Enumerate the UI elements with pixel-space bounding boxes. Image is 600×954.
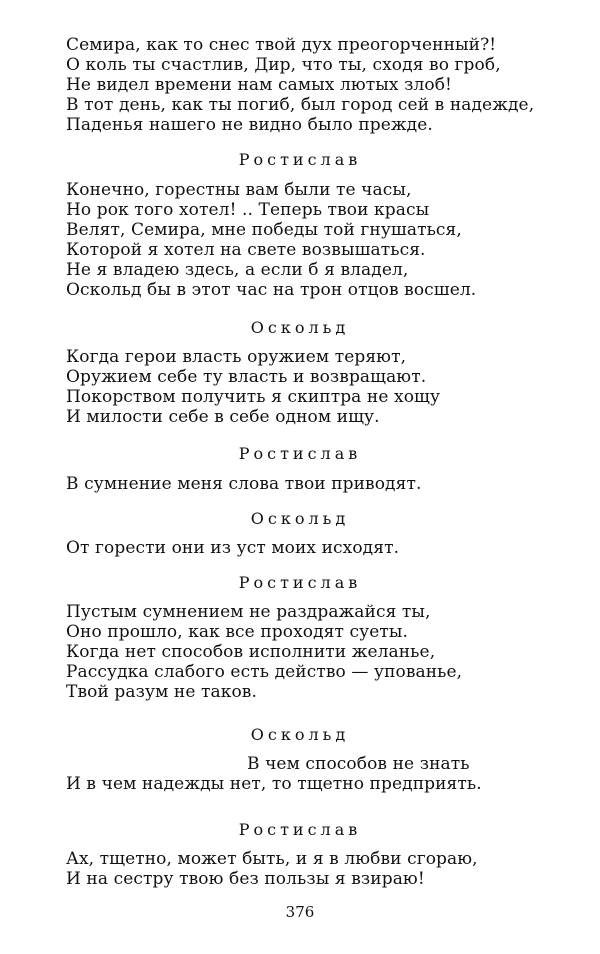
stanza-rostislav	[66, 180, 546, 300]
verse-line: Покорством получить я скиптра не хощу	[66, 387, 441, 407]
speaker-name: Оскольд	[250, 318, 350, 337]
verse-line: В сумнение меня слова твои приводят.	[66, 474, 422, 494]
stanza-rostislav	[66, 849, 546, 889]
speaker-name: Ростислав	[238, 820, 362, 839]
page-number: 376	[285, 903, 315, 921]
verse-line: Которой я хотел на свете возвышаться.	[66, 240, 426, 260]
verse-line: От горести они из уст моих исходят.	[66, 538, 400, 558]
verse-line: Ах, тщетно, может быть, и я в любви сгораю,	[66, 849, 478, 869]
stanza-semira	[66, 35, 546, 135]
verse-line: Велят, Семира, мне победы той гнушаться,	[66, 220, 462, 240]
verse-line: В тот день, как ты погиб, был город сей в надежде,	[66, 95, 535, 115]
verse-line: Оно прошло, как все проходят суеты.	[66, 622, 409, 642]
verse-line: Твой разум не таков.	[66, 682, 257, 702]
speaker-name: Оскольд	[250, 725, 350, 744]
verse-line: Не я владею здесь, а если б я владел,	[66, 260, 409, 280]
verse-line: И милости себе в себе одном ищу.	[66, 407, 380, 427]
speaker-name: Ростислав	[238, 573, 362, 592]
verse-line: О коль ты счастлив, Дир, что ты, сходя во гроб,	[66, 55, 501, 75]
verse-line: Семира, как то снес твой дух преогорченный?!	[66, 35, 497, 55]
stanza-rostislav	[66, 474, 546, 494]
verse-line: Но рок того хотел! .. Теперь твои красы	[66, 200, 430, 220]
verse-line: Оскольд бы в этот час на трон отцов восшел.	[66, 280, 477, 300]
verse-line: И на сестру твою без пользы я взираю!	[66, 869, 425, 889]
verse-line: Пустым сумнением не раздражайся ты,	[66, 602, 431, 622]
verse-line: Оружием себе ту власть и возвращают.	[66, 367, 427, 387]
speaker-name: Ростислав	[238, 150, 362, 169]
stanza-oskold	[66, 754, 546, 794]
verse-line: Когда герои власть оружием теряют,	[66, 347, 407, 367]
verse-line: Когда нет способов исполнити желанье,	[66, 642, 436, 662]
verse-line: Паденья нашего не видно было прежде.	[66, 115, 433, 135]
verse-line: В чем способов не знать	[247, 754, 470, 774]
verse-line: И в чем надежды нет, то тщетно предприять.	[66, 774, 482, 794]
stanza-oskold	[66, 538, 546, 558]
verse-line: Рассудка слабого есть действо — упованье,	[66, 662, 463, 682]
speaker-name: Ростислав	[238, 444, 362, 463]
stanza-rostislav	[66, 602, 546, 702]
verse-line: Не видел времени нам самых лютых злоб!	[66, 75, 452, 95]
speaker-name: Оскольд	[250, 509, 350, 528]
verse-line: Конечно, горестны вам были те часы,	[66, 180, 412, 200]
stanza-oskold	[66, 347, 546, 427]
